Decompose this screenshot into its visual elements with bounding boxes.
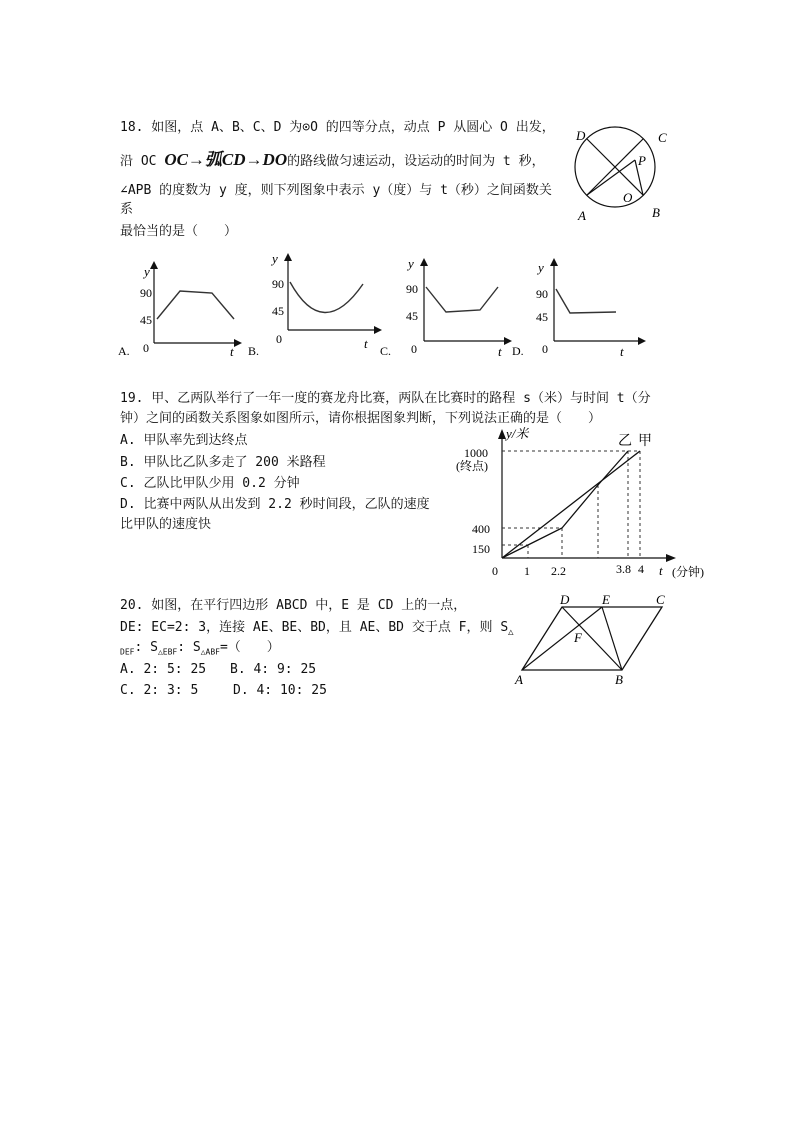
q20-line1: 20. 如图，在平行四边形 ABCD 中，E 是 CD 上的一点，	[120, 598, 467, 613]
series-jia-line	[502, 451, 640, 558]
tick-3-8: 3.8	[616, 562, 631, 576]
label-a: A	[515, 672, 523, 687]
q20-tail: =（ ）	[219, 640, 280, 655]
graph-c-curve	[426, 287, 498, 312]
q20-option-a[interactable]: A. 2: 5: 25	[120, 662, 207, 677]
option-letter-c[interactable]: C.	[380, 344, 392, 358]
origin-label: 0	[276, 332, 282, 346]
y-axis-label: y	[408, 256, 414, 271]
segment-ae	[522, 607, 602, 670]
label-e: E	[602, 592, 610, 607]
label-d: D	[560, 592, 570, 607]
graph-d-curve	[556, 289, 616, 313]
option-letter-d[interactable]: D.	[512, 344, 524, 358]
t-axis-label: t	[230, 344, 234, 359]
series-jia-label: 甲	[638, 434, 652, 449]
q19-choice-b[interactable]: B. 甲队比乙队多走了 200 米路程	[120, 455, 326, 470]
tick-45: 45	[140, 313, 152, 327]
tick-1000: 1000	[464, 446, 488, 460]
tick-90: 90	[140, 286, 152, 300]
arrow-right-icon	[234, 339, 242, 347]
y-axis-label: y	[144, 264, 150, 279]
tick-90: 90	[272, 277, 284, 291]
q19-line2: 钟）之间的函数关系图象如图所示，请你根据图象判断，下列说法正确的是（ ）	[120, 411, 602, 426]
q20-option-c[interactable]: C. 2: 3: 5	[120, 683, 199, 698]
q18-line2-prefix: 沿 OC	[120, 154, 157, 169]
tick-1: 1	[524, 564, 530, 578]
q20-sub-abf: △ABF	[200, 647, 220, 657]
q20-sep-2: : S	[177, 640, 201, 655]
origin-label: 0	[542, 342, 548, 356]
q19-race-graph	[450, 425, 730, 585]
label-b: B	[652, 205, 660, 220]
q18-line1: 18. 如图，点 A、B、C、D 为⊙O 的四等分点，动点 P 从圆心 O 出发，	[120, 120, 555, 135]
arrow-right-icon	[504, 337, 512, 345]
x-axis-label: t	[659, 563, 663, 578]
arrow-right-icon	[638, 337, 646, 345]
tick-45: 45	[272, 304, 284, 318]
q20-line2-sub: △	[508, 627, 514, 638]
label-d: D	[576, 128, 586, 143]
tick-4: 4	[638, 562, 644, 576]
q20-line2-text: DE: EC=2: 3，连接 AE、BE、BD，且 AE、BD 交于点 F，则 S	[120, 620, 509, 635]
y-axis-label: y/米	[506, 426, 529, 441]
tick-150: 150	[472, 542, 490, 556]
origin-label: 0	[143, 341, 149, 355]
series-yi-line	[502, 451, 628, 558]
tick-400: 400	[472, 522, 490, 536]
t-axis-label: t	[620, 344, 624, 359]
option-letter-a[interactable]: A.	[118, 344, 130, 358]
label-a: A	[578, 208, 586, 223]
arrow-up-icon	[550, 258, 558, 266]
q18-graph-b	[248, 250, 383, 360]
tick-90: 90	[536, 287, 548, 301]
t-axis-label: t	[364, 336, 368, 351]
segment-be	[602, 607, 622, 670]
q19-choice-a[interactable]: A. 甲队率先到达终点	[120, 433, 248, 448]
q20-option-b[interactable]: B. 4: 9: 25	[230, 662, 317, 677]
q19-choice-d-cont: 比甲队的速度快	[120, 517, 212, 532]
y-axis-label: y	[272, 251, 278, 266]
q18-line2-suffix: 的路线做匀速运动，设运动的时间为 t 秒，	[287, 154, 545, 169]
arrow-up-icon	[150, 261, 158, 269]
t-axis-label: t	[498, 344, 502, 359]
q18-line5: 最恰当的是（ ）	[120, 224, 238, 239]
tick-0: 0	[492, 564, 498, 578]
q20-sub-ebf: △EBF	[157, 647, 178, 657]
tick-90: 90	[406, 282, 418, 296]
label-f: F	[574, 630, 582, 645]
q20-line3	[120, 640, 280, 661]
arrow-right-icon	[666, 554, 676, 562]
arrow-up-icon	[498, 429, 506, 439]
q19-choice-c[interactable]: C. 乙队比甲队少用 0.2 分钟	[120, 476, 300, 491]
graph-b-curve	[290, 282, 363, 313]
tick-2-2: 2.2	[551, 564, 566, 578]
q18-graph-c	[380, 255, 515, 360]
label-b: B	[615, 672, 623, 687]
label-c: C	[656, 592, 665, 607]
q20-sub-def: DEF	[120, 647, 135, 657]
tick-45: 45	[406, 309, 418, 323]
arrow-up-icon	[420, 258, 428, 266]
q20-parallelogram-figure	[510, 590, 675, 690]
label-o: O	[623, 190, 633, 205]
q18-graph-d	[512, 255, 647, 360]
q18-path-formula: OC→弧CD→DO	[164, 150, 288, 169]
tick-45: 45	[536, 310, 548, 324]
series-yi-label: 乙	[618, 434, 632, 449]
option-letter-b[interactable]: B.	[248, 344, 260, 358]
y-axis-label: y	[538, 260, 544, 275]
label-p: P	[638, 153, 646, 168]
label-c: C	[658, 130, 667, 145]
q20-option-d[interactable]: D. 4: 10: 25	[233, 683, 327, 698]
q20-line2	[120, 620, 514, 641]
finish-label: (终点)	[456, 459, 488, 473]
x-axis-unit: (分钟)	[672, 565, 704, 579]
q20-sep-1: : S	[134, 640, 158, 655]
q18-circle-figure	[570, 120, 680, 230]
segment-bd	[562, 607, 622, 670]
arrow-up-icon	[284, 253, 292, 261]
q18-line2	[120, 152, 545, 170]
q19-choice-d[interactable]: D. 比赛中两队从出发到 2.2 秒时间段，乙队的速度	[120, 497, 430, 512]
origin-label: 0	[411, 342, 417, 356]
q19-line1: 19. 甲、乙两队举行了一年一度的赛龙舟比赛，两队在比赛时的路程 s（米）与时间 t（分	[120, 391, 651, 406]
q18-line3: ∠APB 的度数为 y 度，则下列图象中表示 y（度）与 t（秒）之间函数关	[120, 183, 552, 198]
q18-line4: 系	[120, 202, 134, 217]
q18-graph-a	[118, 255, 248, 360]
graph-a-curve	[157, 291, 234, 319]
